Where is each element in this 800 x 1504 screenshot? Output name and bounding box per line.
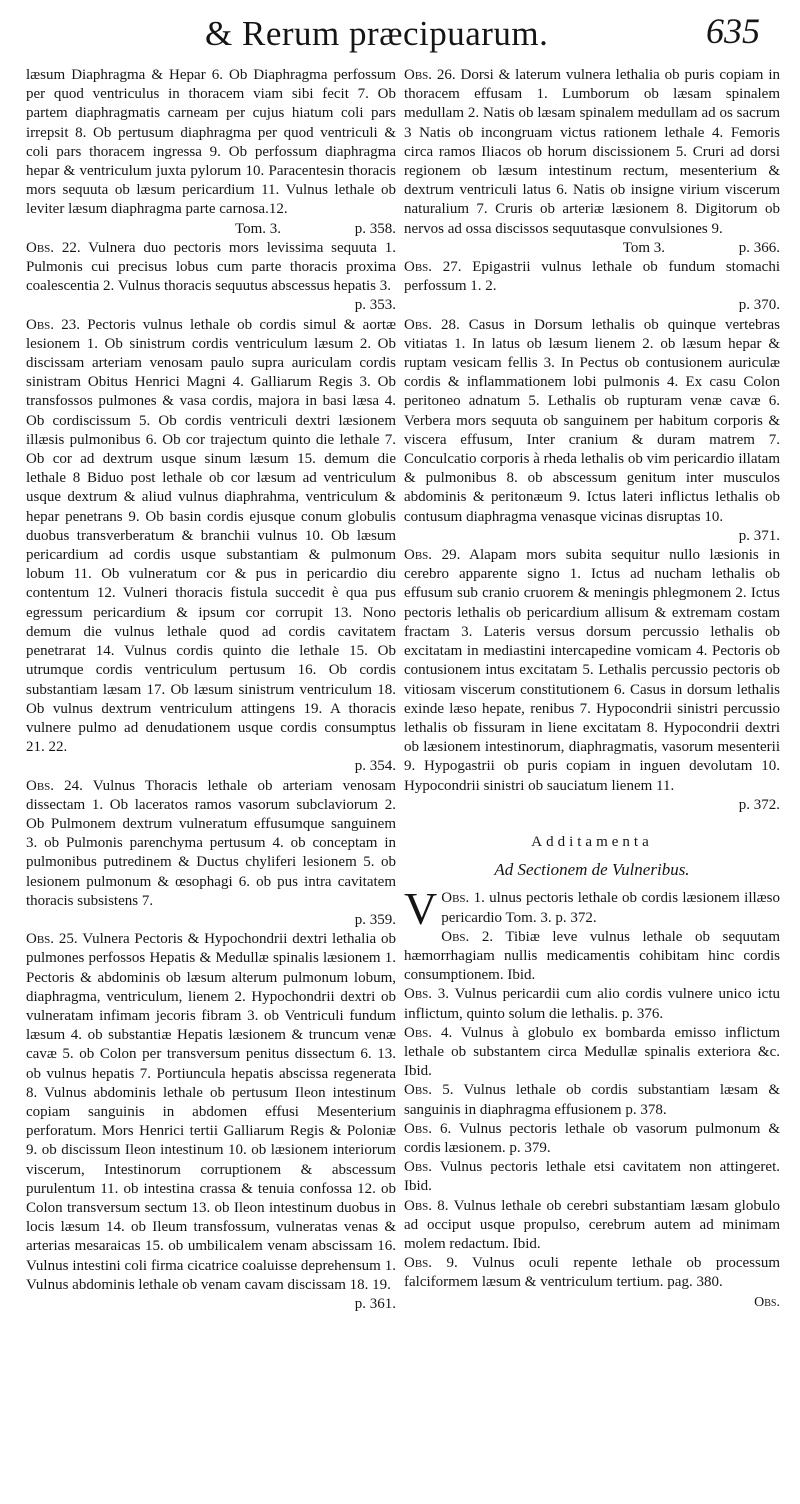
index-entry xyxy=(404,258,780,296)
volume-ref: Tom. 3. xyxy=(234,220,281,237)
addendum-entry xyxy=(404,1254,780,1292)
entry-text: Vulnus à globulo ex bombarda emisso inflictum lethale ob substantem circa Medullæ spinalis exteriora &c. xyxy=(404,1024,780,1060)
page-ref: p. 370. xyxy=(738,297,780,314)
page-header xyxy=(0,0,800,64)
index-entry xyxy=(26,930,396,1295)
entry-text: Casus in Dorsum lethalis ob quinque vertebras vitiatas 1. In latus ob læsum lienem 2. ob læsum hepar & ruptam vesicam fellis 3. In Pectus ob contusionem auriculæ cordis & inflammationem lobi pulmonis 4. Ex casu Colon peritoneo adnatum 5. Lethalis ob rupturam venæ cavæ 6. Verbera mors sequuta ob sanguinem per habitum corporis & viscera effusum, Inter cranium & duram matrem 7. Conculcatio corporis à rheda lethalis ob vim pericardio illatam & pulmonibus 8. ob abscessum genitum inter musculos abdominis & peritonæum 9. Ictus lateri inflictus lethalis ob contusum diaphragma venasque vicinas disruptas 10. xyxy=(404,316,780,525)
entry-text: Vulnus Thoracis lethale ob arteriam venosam dissectam 1. Ob laceratos ramos vasorum subclaviorum 2. Ob Pulmonem dextrum vulneratum effusumque sanguinem 3. ob Pulmonis parenchyma pertusum 4. ob conceptam in pulmonibus putredinem & Ductus chyliferi lesionem 5. ob lesionem pulmonum & œsophagi 6. ob pus intra cavitatem thoracis subsistens 7. xyxy=(26,777,396,909)
entry-text: Vulnus pectoris lethale ob vasorum pulmonum & cordis læsionem. xyxy=(404,1120,780,1156)
index-entry xyxy=(26,777,396,911)
observation-label: Obs. 3. xyxy=(404,986,449,1003)
entry-text: Vulnus pectoris lethale etsi cavitatem non attingeret. xyxy=(439,1159,780,1176)
entry-text: læsum Diaphragma & Hepar 6. Ob Diaphragma perfossum per quod ventriculus in thoracem viam sibi fecit 7. Ob partem diaphragmatis carneam per cujus hiatum coli pars irrepsit 8. Ob pertusum diaphragma per quod ventriculi & coli pars thoracem ingressa 9. Ob perfossum diaphragma hepar & ventriculum juxta pylorum 10. Paracentesin thoracis mors sequuta ob læsum pericardium 11. Vulnus lethale ob leviter læsum diaphragma parte carnosa.12. xyxy=(26,67,396,218)
entry-text: Epigastrii vulnus lethale ob fundum stomachi perfossum 1. 2. xyxy=(404,259,780,295)
entry-text: Tibiæ leve vulnus lethale ob sequutam hæmorrhagiam nullis medicamentis cohibitam hinc cordis consumptionem. xyxy=(404,928,780,984)
entry-text: Alapam mors subita sequitur nullo læsionis in cerebro apparente signo 1. Ictus ad nucham lethalis ob effusum sub cranio cruorem & meningis phlegmonem 2. Ictus pectoris lethalis ob pericardium allisum & extremam costam fractam 3. Lateris versus dorsum percussio lethalis ob excitatam in mediastini intercapedine vomicam 4. Pectoris ob contusionem intus excitatam 5. Lethalis percussio pectoris ob vitiosam viscerum constitutionem 6. Casus in dorsum lethalis exinde læso hepate, renibus 7. Hypocondrii sinistri percussio lethalis ob fissuram in liene excitatam 8. Hypocondrii dextri ob læsionem intestinorum, diaphragmatis, vasorum mesenterii 9. Hypogastrii ob puris copiam in inguen devolutam 10. Hypocondrii sinistri ob sauciatum lienem 11. xyxy=(404,547,780,794)
index-entry xyxy=(404,66,780,239)
additamenta-subheading: Ad Sectionem de Vulneribus. xyxy=(494,860,690,880)
addendum-entry xyxy=(404,1081,780,1119)
entry-text: Vulnera duo pectoris mors levissima sequuta 1. Pulmonis cui precisus lobus cum parte thoracis proxima coalescentia 2. Vulnus thoracis sequutus abscessus hepatis 3. xyxy=(26,239,397,295)
entry-citation xyxy=(26,296,396,315)
entry-text: Dorsi & laterum vulnera lethalia ob puris copiam in thoracem effusam 1. Lumborum ob læsam spinalem medullam 2. Natis ob læsam spinalem medullam ad os sacrum 3 Natis ob incongruam victus rationem lethale 4. Femoris circa ramos Iliacos ob horum discissionem 5. Cruri ad dorsi regionem ob læsum intestinum rectum, mesenterium & dextrum ventriculi latus 6. Natis ob insigne virium viscerum naturalium 7. Cruris ob arteriæ læsionem 8. Digitorum ob nervos ad ossa discissos sequutasque convulsiones 9. xyxy=(404,67,780,237)
entry-citation xyxy=(26,911,396,930)
entry-citation xyxy=(26,757,396,776)
page-ref: p. 361. xyxy=(354,1296,396,1312)
left-column xyxy=(26,66,396,1314)
index-entry xyxy=(26,316,396,758)
entry-citation xyxy=(26,220,396,239)
entry-text: Vulnera Pectoris & Hypochondrii dextri lethalia ob pulmones perfossos Hepatis & Medullæ spinalis læsionem 1. Pectoris & abdominis ob læsum alterum pulmonum lobum, diaphragma, ventriculum, lienem 2. Hypochondrii dextri ob vulneratam infimam jecoris fibram 3. ob Ventriculi fundum læsum 4. ob substantiæ Hepatis læsionem & truncum venæ cavæ 5. ob Colon per transversum penitus dissectum 6. 13. ob vulnus hepatis 7. Portiuncula hepatis abscissa regenerata 8. Vulnus abdominis lethale ob pertusum Ileon intestinum copiam sanguinis in abdomen effusi Mesenterium perforatum. Mors Henrici tertii Galliarum Regis & Poloniæ 9. ob discissum Ileon intestinum 10. ob læsionem interiorum viscerum, Intestinorum corruptionem & abscessum purulentum 11. ob intestina crassa & tenuia confossa 12. ob Colon transversum sectum 13. ob Ileon intestinum duobus in locis læsum 14. ob Ileum transfossum, vulneratas venas & arterias mesaraicas 15. ob umbilicalem venam abscissam 16. Vulnus intestini coli firma cicatrice coaluisse deprehensum 1. Vulnus abdominis lethale ob venam cavam discissam 18. 19. xyxy=(26,931,396,1293)
additamenta-heading: Additamenta xyxy=(531,833,653,850)
observation-label: Obs. 9. xyxy=(404,1255,458,1272)
entry-text: Vulnus pericardii cum alio cordis vulnere unico ictu inflictum, quinto solum die lethalis. xyxy=(404,986,780,1022)
observation-label: Obs. 23. xyxy=(26,316,80,333)
addendum-entry xyxy=(404,1120,780,1158)
observation-label: Obs. 25. xyxy=(26,931,78,948)
observation-label: Obs. 4. xyxy=(404,1024,453,1041)
observation-label: Obs. 1. xyxy=(441,890,485,907)
page-ref: p. 366. xyxy=(738,239,780,256)
entry-reference: p. 376. xyxy=(621,1005,664,1022)
catchword: Obs. xyxy=(754,1294,780,1310)
addendum-entry xyxy=(404,928,780,986)
observation-label: Obs. 6. xyxy=(404,1120,452,1137)
entry-reference: p. 379. xyxy=(509,1139,551,1156)
entry-citation xyxy=(26,1295,396,1314)
entry-text: Vulnus oculi repente lethale ob processum falciformem læsum & ventriculum tertium. xyxy=(404,1255,780,1291)
entry-text: Vulnus lethale ob cordis substantiam læsam & sanguinis in diaphragma effusionem xyxy=(404,1082,781,1118)
addendum-entry xyxy=(404,1197,780,1255)
entry-citation xyxy=(404,527,780,546)
right-column xyxy=(404,66,780,1312)
addendum-entry xyxy=(404,1024,780,1082)
page-ref: p. 372. xyxy=(738,796,780,813)
entry-reference: pag. 380. xyxy=(667,1274,723,1291)
page-ref: p. 358. xyxy=(354,220,396,237)
entry-reference: Ibid. xyxy=(512,1235,541,1252)
volume-ref: Tom 3. xyxy=(622,239,665,256)
observation-label: Obs. 24. xyxy=(26,777,83,794)
page-ref: p. 359. xyxy=(354,911,396,928)
page-ref: p. 371. xyxy=(738,527,780,544)
addendum-entry xyxy=(404,985,780,1023)
drop-cap-initial: V xyxy=(404,883,438,935)
observation-label: Obs. 5. xyxy=(404,1082,454,1099)
observation-label: Obs. 2. xyxy=(441,928,494,945)
entry-reference: p. 378. xyxy=(625,1101,667,1118)
index-entry xyxy=(26,66,396,220)
index-entry xyxy=(404,316,780,527)
addendum-entry xyxy=(404,883,780,935)
entry-reference: Ibid. xyxy=(404,1063,432,1080)
entry-citation xyxy=(404,296,780,315)
entry-text: Vulnus lethale ob cerebri substantiam læsam globulo ad occiput usque propulso, cerebrum autem ad minimam molem redactum. xyxy=(404,1197,781,1252)
observation-label: Obs. 27. xyxy=(404,259,462,276)
observation-label: Obs. 28. xyxy=(404,316,460,333)
addendum-entry xyxy=(404,1158,780,1196)
entry-reference: Tom. 3. p. 372. xyxy=(505,909,597,926)
entry-reference: Ibid. xyxy=(507,967,536,984)
entry-citation xyxy=(404,796,780,815)
entry-citation xyxy=(404,239,780,258)
observation-label: Obs. 26. xyxy=(404,67,456,83)
page-ref: p. 354. xyxy=(354,758,396,775)
entry-text: ulnus pectoris lethale ob cordis læsionem illæso pericardio xyxy=(441,890,780,926)
entry-reference: Ibid. xyxy=(404,1178,432,1195)
page-number: 635 xyxy=(706,11,760,51)
observation-label: Obs. xyxy=(404,1159,433,1176)
observation-label: Obs. 8. xyxy=(404,1197,449,1214)
page-ref: p. 353. xyxy=(354,297,396,314)
index-entry xyxy=(404,546,780,796)
observation-label: Obs. 22. xyxy=(26,239,81,256)
index-entry xyxy=(26,239,396,297)
observation-label: Obs. 29. xyxy=(404,547,461,564)
entry-text: Pectoris vulnus lethale ob cordis simul & aortæ lesionem 1. Ob sinistrum cordis ventriculum læsum 2. Ob discissam arteriam venosam paulo supra auriculam cordis sinistram Obitus Henrici Magni 4. Galliarum Regis 3. Ob transfossos pulmones & vasa cordis, majora in basi læsa 4. Ob cordiscissum 5. Ob cordis ventriculi dextri læsionem illæsis pulmonibus 6. Ob cor trajectum quinto die lethale 7. Ob cor ad dextrum usque sinum læsum 15. demum die lethale 8 Biduo post lethale ob cor læsum ad ventriculum usque dextrum & aliud vulnus diaphrahma, ventriculum & hepar penetrans 9. Ob basin cordis ejusque conum globulis duobus transverberatum & branchii vulnus 10. Ob læsum pericardium ad cordis usque substantiam & pulmonum lobum 11. Ob vulneratum cor & pus in pericardio diu contentum 12. Vulneri thoracis fistula succedit è qua pus egressum pericardium & ipsum cor corrupit 13. Nono demum die vulnus lethale quod ad cordis cavitatem penetrarat 14. Vulnus cordis quinto die lethale 15. Ob utrumque cordis ventriculum pertusum 16. Ob cordis substantiam læsam 17. Ob læsum sinistrum ventriculum 18. Ob vulnus dextrum ventriculum attingens 19. A thoracis vulnere pulmo ad denudationem usque cordis consumptus 21. 22. xyxy=(26,316,396,756)
running-title: & Rerum præcipuarum. xyxy=(205,14,549,53)
